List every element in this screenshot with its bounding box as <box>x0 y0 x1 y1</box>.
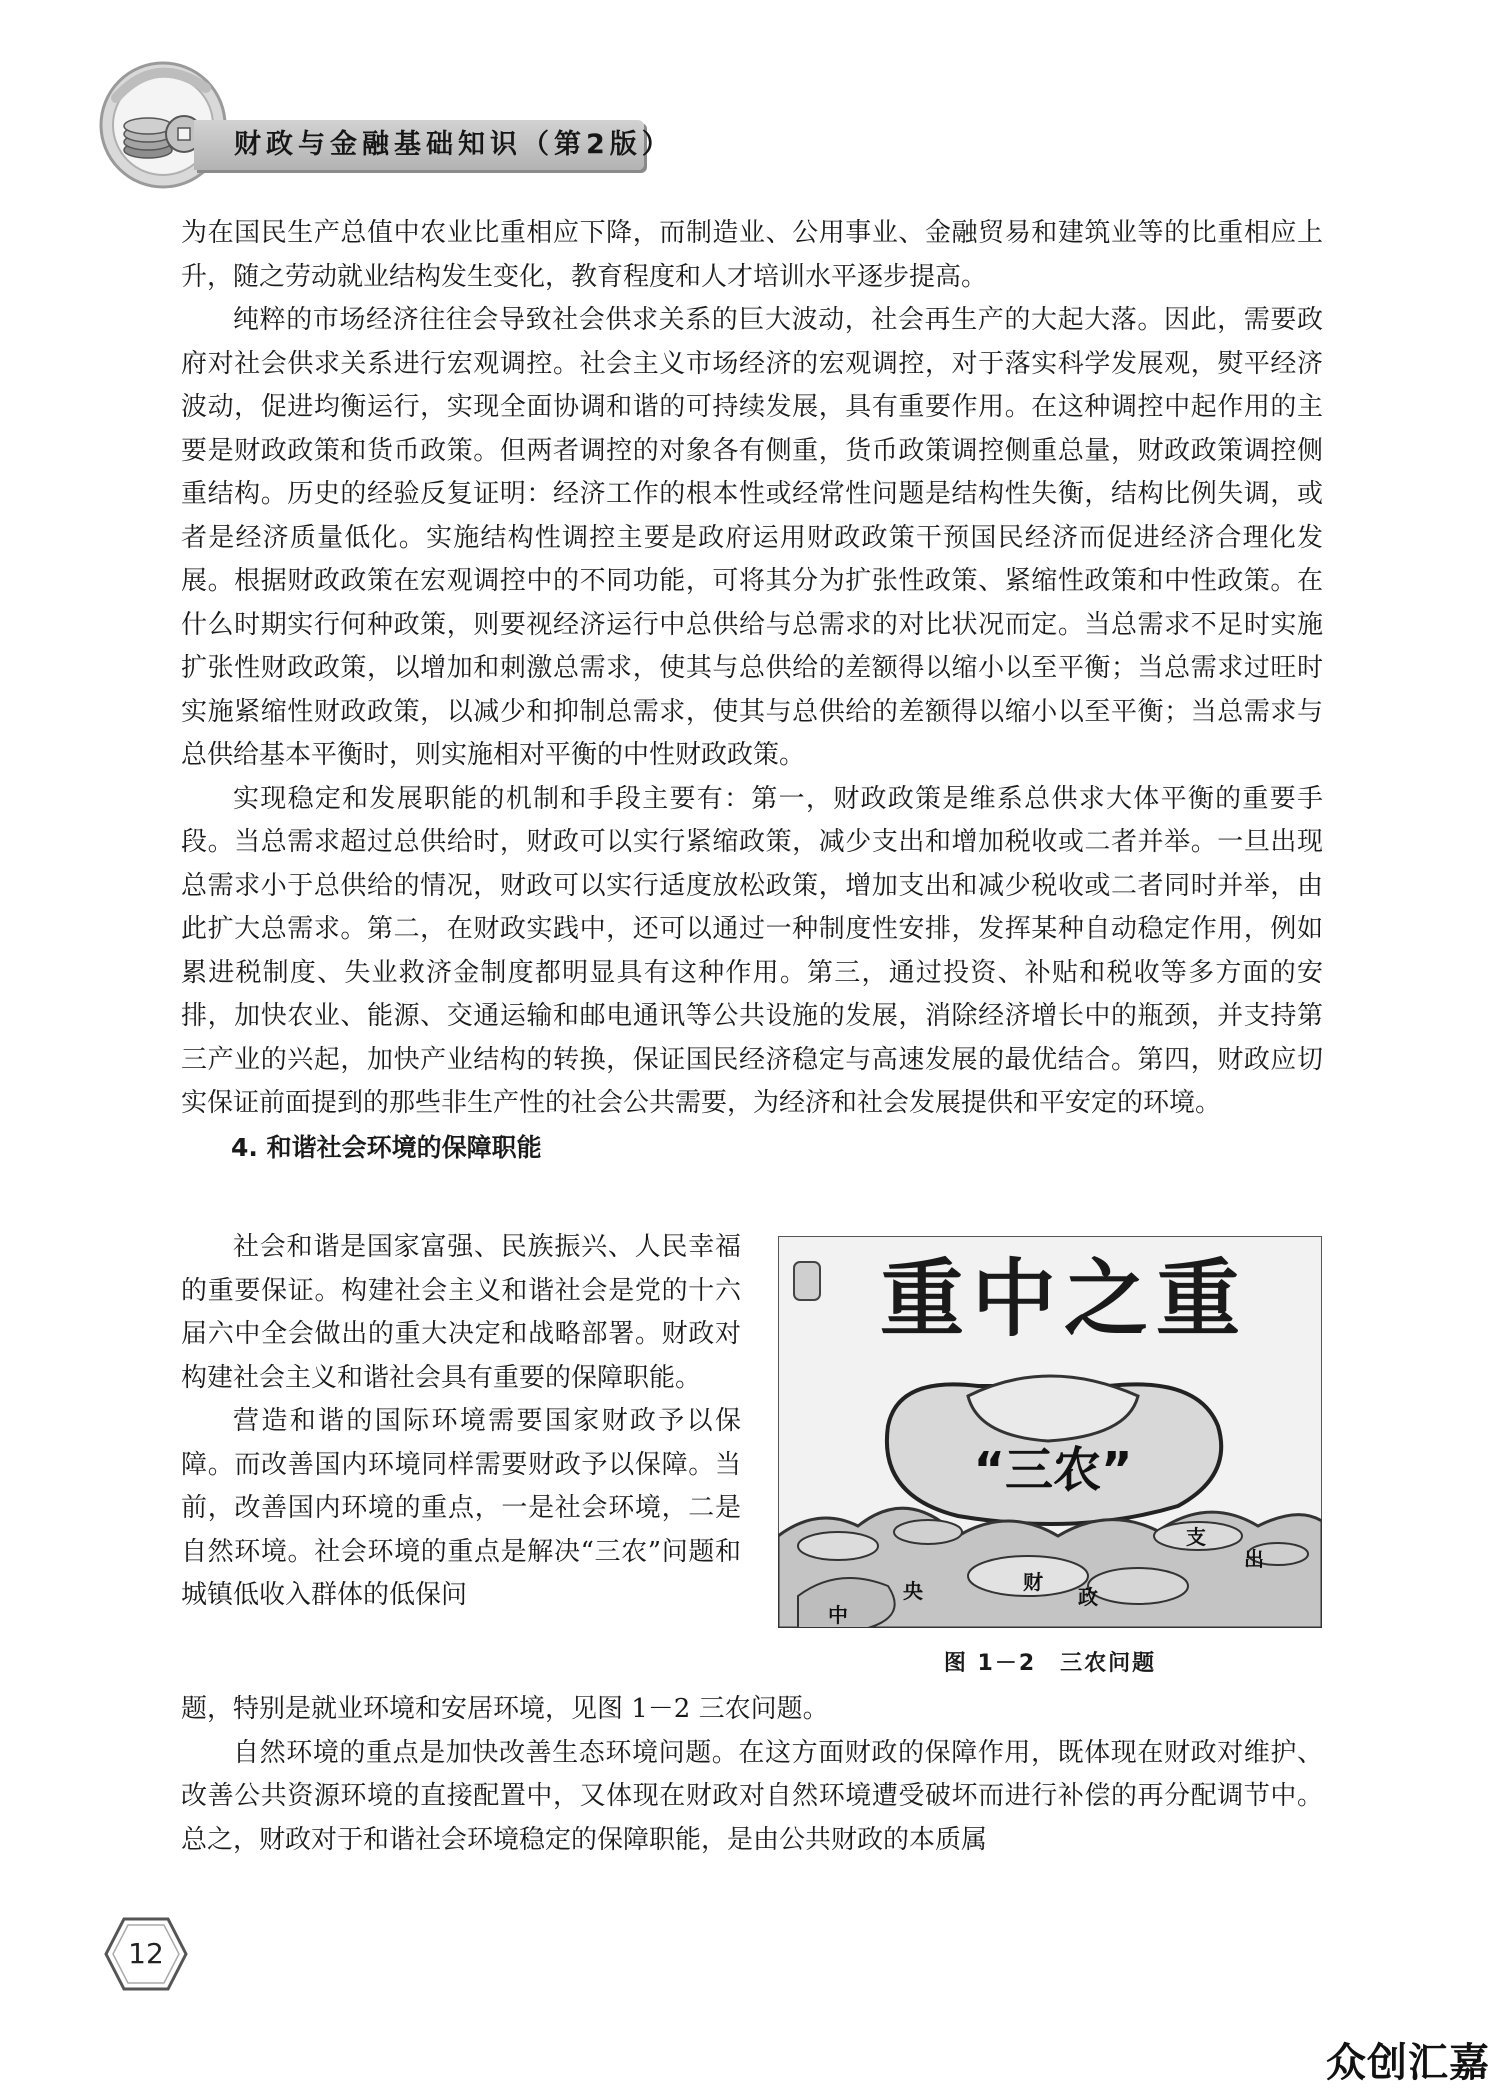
seal-stamp <box>794 1262 820 1300</box>
book-title: 财政与金融基础知识（第2版） <box>234 129 674 160</box>
section-heading: 4. 和谐社会环境的保障职能 <box>231 1132 542 1162</box>
paragraph-social-harmony: 社会和谐是国家富强、民族振兴、人民幸福的重要保证。构建社会主义和谐社会是党的十六届六中全会做出的重大决定和战略部署。财政对构建社会主义和谐社会具有重要的保障职能。 <box>181 1232 741 1393</box>
paragraph-continued: 为在国民生产总值中农业比重相应下降，而制造业、公用事业、金融贸易和建筑业等的比重相应上升，随之劳动就业结构发生变化，教育程度和人才培训水平逐步提高。 <box>181 218 1323 292</box>
coin-char-4: 政 <box>1078 1585 1098 1609</box>
paragraph-stability-mechanisms: 实现稳定和发展职能的机制和手段主要有：第一，财政政策是维系总供求大体平衡的重要手段。当总需求超过总供给时，财政可以实行紧缩政策，减少支出和增加税收或二者并举。一旦出现总需求小于总供给的情况，财政可以实行适度放松政策，增加支出和减少税收或二者同时并举，由此扩大总需求。第二，在财政实践中，还可以通过一种制度性安排，发挥某种自动稳定作用，例如累进税制度、失业救济金制度都明显具有这种作用。第三，通过投资、补贴和税收等多方面的安排，加快农业、能源、交通运输和邮电通讯等公共设施的发展，消除经济增长中的瓶颈，并支持第三产业的兴起，加快产业结构的转换，保证国民经济稳定与高速发展的最优结合。第四，财政应切实保证前面提到的那些非生产性的社会公共需要，为经济和社会发展提供和平安定的环境。 <box>181 783 1323 1118</box>
coin-char-1: 中 <box>828 1603 848 1627</box>
coin-char-6: 出 <box>1244 1547 1264 1571</box>
coin-char-5: 支 <box>1186 1525 1206 1549</box>
paragraph-macro-control: 纯粹的市场经济往往会导致社会供求关系的巨大波动，社会再生产的大起大落。因此，需要政府对社会供求关系进行宏观调控。社会主义市场经济的宏观调控，对于落实科学发展观，熨平经济波动，促进均衡运行，实现全面协调和谐的可持续发展，具有重要作用。在这种调控中起作用的主要是财政政策和货币政策。但两者调控的对象各有侧重，货币政策调控侧重总量，财政政策调控侧重结构。历史的经验反复证明：经济工作的根本性或经常性问题是结构性失衡，结构比例失调，或者是经济质量低化。实施结构性调控主要是政府运用财政政策干预国民经济而促进经济合理化发展。根据财政政策在宏观调控中的不同功能，可将其分为扩张性政策、紧缩性政策和中性政策。在什么时期实行何种政策，则要视经济运行中总供给与总需求的对比状况而定。当总需求不足时实施扩张性财政政策，以增加和刺激总需求，使其与总供给的差额得以缩小以至平衡；当总需求过旺时实施紧缩性财政政策，以减少和抑制总需求，使其与总供给的差额得以缩小以至平衡；当总需求与总供给基本平衡时，则实施相对平衡的中性财政政策。 <box>181 305 1323 770</box>
figure-caption: 图 1－2 三农问题 <box>943 1651 1157 1676</box>
page-number-badge <box>104 1916 188 1992</box>
watermark: 众创汇嘉 <box>1326 2040 1490 2086</box>
coin-char-2: 央 <box>903 1579 923 1603</box>
body-text <box>181 212 1323 1168</box>
paragraph-environment: 营造和谐的国际环境需要国家财政予以保障。而改善国内环境同样需要财政予以保障。当前，改善国内环境的重点，一是社会环境，二是自然环境。社会环境的重点是解决“三农”问题和城镇低收入群体的低保问 <box>181 1406 741 1610</box>
page-number: 12 <box>128 1937 164 1970</box>
three-rural-issues-illustration <box>778 1236 1322 1628</box>
body-text-lower <box>181 1688 1323 1862</box>
paragraph-natural-environment: 自然环境的重点是加快改善生态环境问题。在这方面财政的保障作用，既体现在财政对维护、改善公共资源环境的直接配置中，又体现在财政对自然环境遭受破坏而进行补偿的再分配调节中。总之，财政对于和谐社会环境稳定的保障职能，是由公共财政的本质属 <box>181 1737 1323 1855</box>
paragraph-continuation: 题，特别是就业环境和安居环境，见图 1－2 三农问题。 <box>181 1694 829 1724</box>
ingot-label: “三农” <box>973 1442 1133 1498</box>
coin-char-3: 财 <box>1023 1570 1043 1594</box>
figure-title: 重中之重 <box>879 1250 1249 1348</box>
side-text-column <box>181 1226 741 1618</box>
